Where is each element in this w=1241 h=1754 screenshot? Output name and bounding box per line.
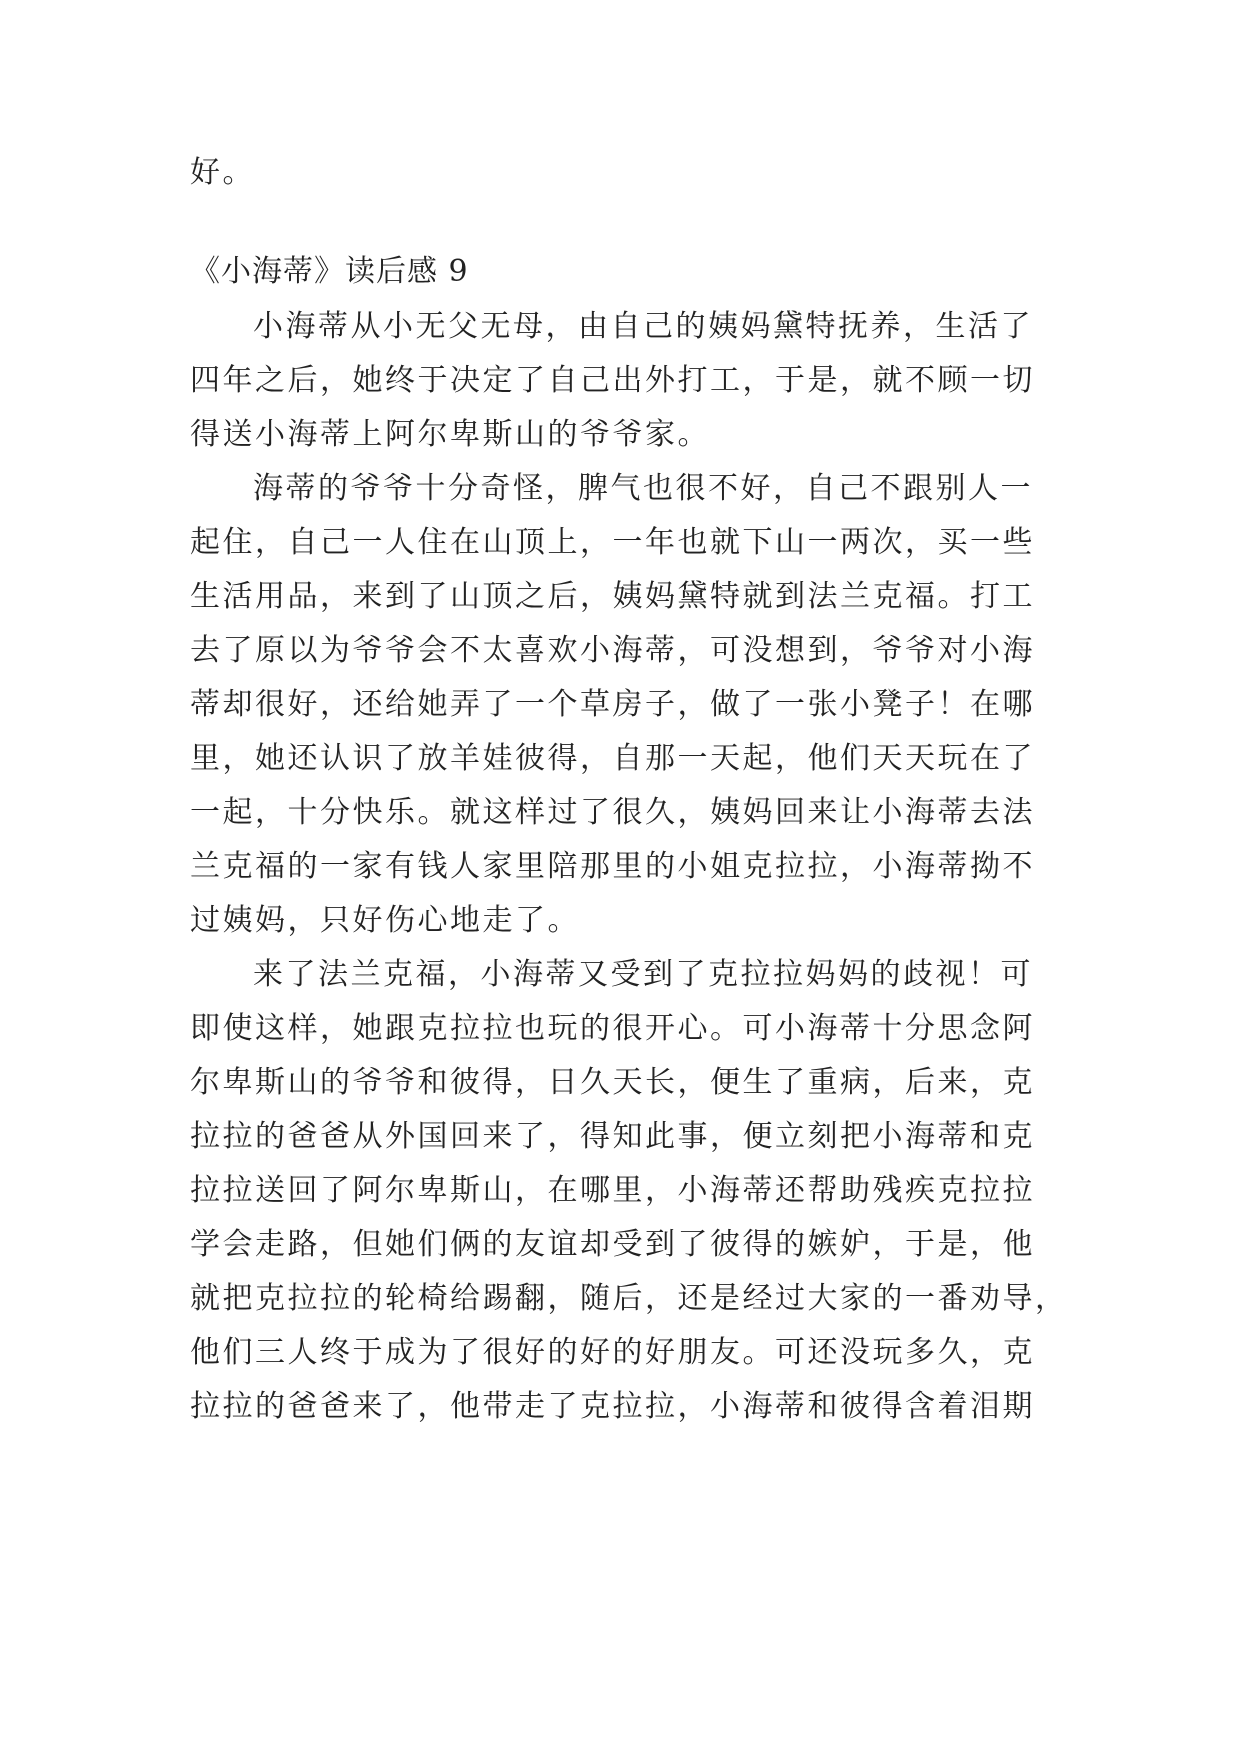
text-line: 拉拉的爸爸从外国回来了，得知此事，便立刻把小海蒂和克 [190,1119,1035,1154]
previous-paragraph-tail: 好。 [190,155,255,190]
text-line: 就把克拉拉的轮椅给踢翻，随后，还是经过大家的一番劝导， [190,1281,1068,1316]
text-line: 兰克福的一家有钱人家里陪那里的小姐克拉拉，小海蒂拗不 [190,849,1035,884]
text-line: 来了法兰克福，小海蒂又受到了克拉拉妈妈的歧视！可 [253,957,1033,992]
text-line: 尔卑斯山的爷爷和彼得，日久天长，便生了重病，后来，克 [190,1065,1035,1100]
text-line: 蒂却很好，还给她弄了一个草房子，做了一张小凳子！在哪 [190,687,1035,722]
text-line: 得送小海蒂上阿尔卑斯山的爷爷家。 [190,417,710,452]
text-line: 里，她还认识了放羊娃彼得，自那一天起，他们天天玩在了 [190,741,1035,776]
text-line: 小海蒂从小无父无母，由自己的姨妈黛特抚养，生活了 [253,309,1033,344]
text-line: 去了原以为爷爷会不太喜欢小海蒂，可没想到，爷爷对小海 [190,633,1035,668]
text-line: 即使这样，她跟克拉拉也玩的很开心。可小海蒂十分思念阿 [190,1011,1035,1046]
text-line: 学会走路，但她们俩的友谊却受到了彼得的嫉妒，于是，他 [190,1227,1035,1262]
text-line: 起住，自己一人住在山顶上，一年也就下山一两次，买一些 [190,525,1035,560]
section-title: 《小海蒂》读后感 9 [190,254,469,289]
text-line: 拉拉送回了阿尔卑斯山，在哪里，小海蒂还帮助残疾克拉拉 [190,1173,1035,1208]
text-line: 拉拉的爸爸来了，他带走了克拉拉，小海蒂和彼得含着泪期 [190,1389,1035,1424]
text-line: 四年之后，她终于决定了自己出外打工，于是，就不顾一切 [190,363,1035,398]
text-line: 生活用品，来到了山顶之后，姨妈黛特就到法兰克福。打工 [190,579,1035,614]
text-line: 一起，十分快乐。就这样过了很久，姨妈回来让小海蒂去法 [190,795,1035,830]
text-line: 他们三人终于成为了很好的好的好朋友。可还没玩多久，克 [190,1335,1035,1370]
text-line: 海蒂的爷爷十分奇怪，脾气也很不好，自己不跟别人一 [253,471,1033,506]
text-line: 过姨妈，只好伤心地走了。 [190,903,580,938]
